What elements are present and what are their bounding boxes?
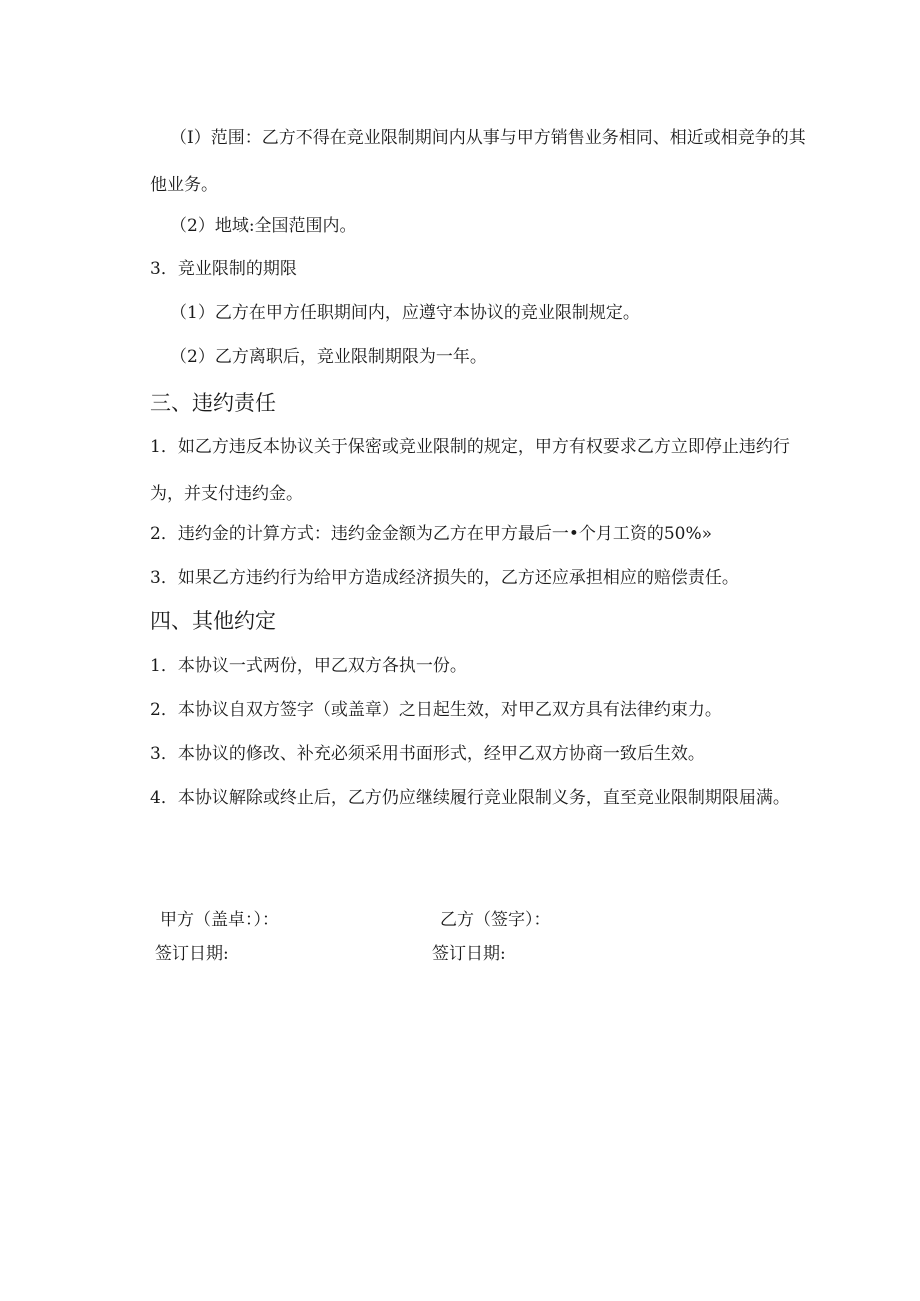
other-clause-4: 4．本协议解除或终止后，乙方仍应继续履行竞业限制义务，直至竞业限制期限届满。 xyxy=(150,788,790,808)
liability-clause-1: 1．如乙方违反本协议关于保密或竞业限制的规定，甲方有权要求乙方立即停止违约行为，并支付违约金。 xyxy=(150,437,790,504)
section-other-heading: 四、其他约定 xyxy=(150,609,276,633)
other-clause-1: 1．本协议一式两份，甲乙双方各执一份。 xyxy=(150,656,467,676)
liability-clause-2: 2．违约金的计算方式：违约金金额为乙方在甲方最后一•个月工资的50%» xyxy=(150,524,713,544)
other-clause-2: 2．本协议自双方签字（或盖章）之日起生效，对甲乙双方具有法律约束力。 xyxy=(150,700,722,720)
party-a-signature-label: 甲方（盖卓：）： xyxy=(160,910,279,930)
term-title: 3．竞业限制的期限 xyxy=(150,259,297,279)
term-during-employment: （1）乙方在甲方任职期间内，应遵守本协议的竞业限制规定。 xyxy=(170,303,640,323)
liability-clause-3: 3．如果乙方违约行为给甲方造成经济损失的，乙方还应承担相应的赔偿责任。 xyxy=(150,568,739,588)
party-b-date-label: 签订日期: xyxy=(432,944,506,964)
region-clause: （2）地域:全国范围内。 xyxy=(170,216,357,236)
term-after-leaving: （2）乙方离职后，竞业限制期限为一年。 xyxy=(170,347,487,367)
party-b-signature-label: 乙方（签字）： xyxy=(440,910,551,930)
section-liability-heading: 三、违约责任 xyxy=(150,391,276,415)
scope-clause: （I）范围：乙方不得在竞业限制期间内从事与甲方销售业务相同、相近或相竞争的其他业务。 xyxy=(150,128,806,195)
other-clause-3: 3．本协议的修改、补充必须采用书面形式，经甲乙双方协商一致后生效。 xyxy=(150,744,705,764)
party-a-date-label: 签订日期: xyxy=(155,944,229,964)
